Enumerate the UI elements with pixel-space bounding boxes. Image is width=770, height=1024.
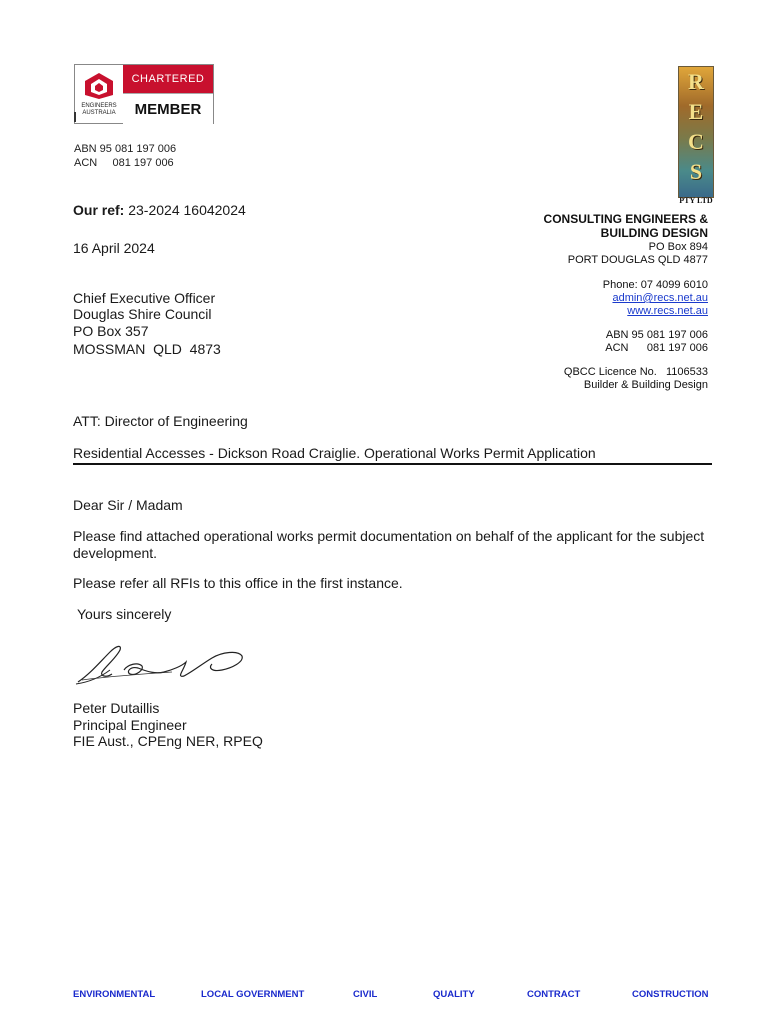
sender-acn: ACN 081 197 006 xyxy=(74,157,174,169)
engineers-australia-logo xyxy=(75,65,123,123)
company-phone: Phone: 07 4099 6010 xyxy=(602,279,708,291)
chartered-member-badge xyxy=(74,64,214,124)
signatory-name: Peter Dutaillis xyxy=(73,700,160,716)
salutation: Dear Sir / Madam xyxy=(73,497,183,513)
engineers-australia-text: ENGINEERS AUSTRALIA xyxy=(81,103,117,116)
company-po-box: PO Box 894 xyxy=(648,241,708,253)
signatory-role: Principal Engineer xyxy=(73,717,187,733)
company-acn: ACN 081 197 006 xyxy=(605,342,708,354)
letter-date: 16 April 2024 xyxy=(73,240,155,256)
engineers-australia-emblem-icon xyxy=(82,71,116,101)
company-website-link[interactable]: www.recs.net.au xyxy=(627,305,708,317)
recipient-po-box: PO Box 357 xyxy=(73,323,149,339)
badge-chartered-label: CHARTERED xyxy=(123,65,213,93)
footer-service-item: ENVIRONMENTAL xyxy=(73,989,156,1000)
footer-service-item: CIVIL xyxy=(353,989,378,1000)
company-abn: ABN 95 081 197 006 xyxy=(605,329,708,341)
footer-service-item: CONSTRUCTION xyxy=(632,989,709,1000)
recs-logo-letter: E xyxy=(688,99,704,124)
qbcc-licence: QBCC Licence No. 1106533 xyxy=(563,366,708,378)
signatory-credentials: FIE Aust., CPEng NER, RPEQ xyxy=(73,733,263,749)
body-paragraph: Please refer all RFIs to this office in the first instance. xyxy=(73,575,403,591)
body-paragraph: Please find attached operational works permit documentation on behalf of the applicant for the subject development. xyxy=(73,528,705,561)
recs-logo-suffix: PTY LTD xyxy=(679,196,713,205)
attention-label: ATT: xyxy=(73,413,101,429)
recipient-title: Chief Executive Officer xyxy=(73,290,216,306)
recs-logo-letter: C xyxy=(688,129,704,154)
company-town: PORT DOUGLAS QLD 4877 xyxy=(567,254,708,266)
company-name-line2: BUILDING DESIGN xyxy=(600,226,708,240)
qbcc-licence-class: Builder & Building Design xyxy=(583,379,708,391)
recs-logo-letter: S xyxy=(689,159,703,184)
recs-logo xyxy=(678,66,714,198)
recs-logo-letter: R xyxy=(688,69,704,94)
recipient-town: MOSSMAN QLD 4873 xyxy=(73,341,221,357)
footer-service-item: LOCAL GOVERNMENT xyxy=(201,989,305,1000)
badge-divider xyxy=(74,112,76,122)
our-reference-label: Our ref: xyxy=(73,202,125,218)
recipient-organisation: Douglas Shire Council xyxy=(73,306,212,322)
footer-service-item: CONTRACT xyxy=(527,989,581,1000)
sender-abn: ABN 95 081 197 006 xyxy=(74,143,177,155)
our-reference-value: 23-2024 16042024 xyxy=(128,202,246,218)
footer-service-item: QUALITY xyxy=(433,989,475,1000)
attention-value: Director of Engineering xyxy=(100,413,248,429)
company-name-line1: CONSULTING ENGINEERS & xyxy=(543,212,708,226)
badge-member-label: MEMBER xyxy=(123,93,213,124)
attention-line xyxy=(73,413,248,430)
handwritten-signature xyxy=(72,636,252,688)
our-reference xyxy=(73,202,246,219)
company-email-link[interactable]: admin@recs.net.au xyxy=(612,292,708,304)
letter-subject: Residential Accesses - Dickson Road Craiglie. Operational Works Permit Application xyxy=(73,445,712,465)
closing: Yours sincerely xyxy=(77,606,172,622)
